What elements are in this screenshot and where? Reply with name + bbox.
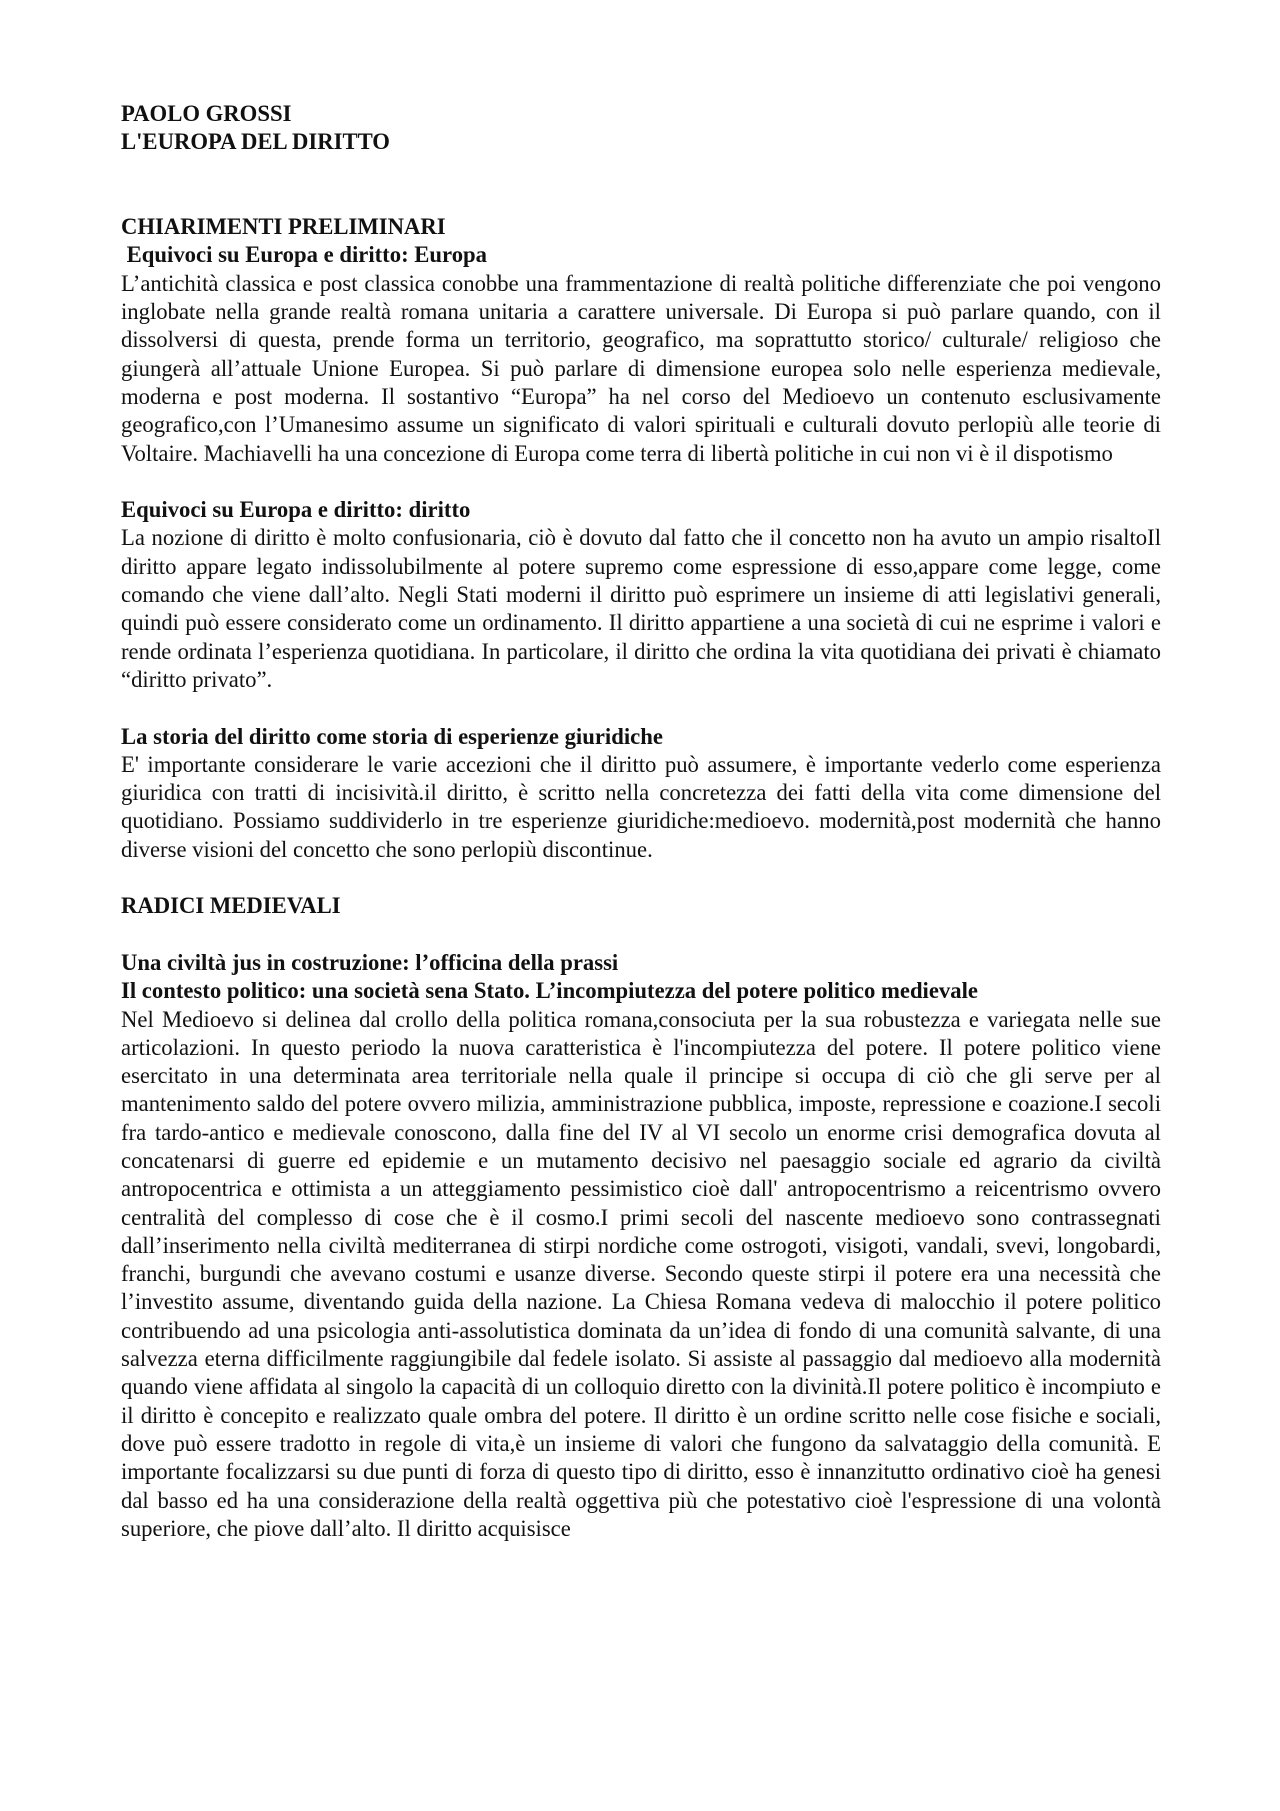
spacer bbox=[121, 157, 1161, 214]
subsection-title-storia: La storia del diritto come storia di esperienze giuridiche bbox=[121, 723, 663, 749]
subsection-title-diritto: Equivoci su Europa e diritto: diritto bbox=[121, 497, 471, 523]
document-page bbox=[121, 100, 1161, 1543]
subsection-title-civilta: Una civiltà jus in costruzione: l’officina della prassi bbox=[121, 949, 619, 975]
subsection-title-contesto: Il contesto politico: una società sena Stato. L’incompiutezza del potere politico medievale bbox=[121, 978, 978, 1004]
section-title-chiarimenti: CHIARIMENTI PRELIMINARI bbox=[121, 214, 446, 240]
subsection-title-europa: Equivoci su Europa e diritto: Europa bbox=[121, 242, 488, 268]
author-name: PAOLO GROSSI bbox=[121, 101, 292, 126]
paragraph-diritto: La nozione di diritto è molto confusionaria, ciò è dovuto dal fatto che il concetto non ha avuto un ampio risaltoIl diritto appare legato indissolubilmente al potere supremo come espressione di esso,appare come legge, come comando che viene dall’alto. Negli Stati moderni il diritto può esprimere un insieme di atti legislativi generali, quindi può essere considerato come un ordinamento. Il diritto appartiene a una società di cui ne esprime i valori e rende ordinata l’esperienza quotidiana. In particolare, il diritto che ordina la vita quotidiana dei privati è chiamato “diritto privato”. bbox=[121, 525, 1161, 692]
spacer bbox=[121, 468, 1161, 496]
paragraph-europa: L’antichità classica e post classica conobbe una frammentazione di realtà politiche differenziate che poi vengono inglobate nella grande realtà romana unitaria a carattere universale. Di Europa si può parlare quando, con il dissolversi di questa, prende forma un territorio, geografico, ma soprattutto storico/ culturale/ religioso che giungerà all’attuale Unione Europea. Si può parlare di dimensione europea solo nelle esperienza medievale, moderna e post moderna. Il sostantivo “Europa” ha nel corso del Medioevo un contenuto esclusivamente geografico,con l’Umanesimo assume un significato di valori spirituali e culturali dovuto perlopiù alle teorie di Voltaire. Machiavelli ha una concezione di Europa come terra di libertà politiche in cui non vi è il dispotismo bbox=[121, 270, 1161, 466]
document-title: L'EUROPA DEL DIRITTO bbox=[121, 129, 390, 155]
spacer bbox=[121, 694, 1161, 722]
spacer bbox=[121, 921, 1161, 949]
spacer bbox=[121, 864, 1161, 892]
paragraph-storia: E' importante considerare le varie accezioni che il diritto può assumere, è importante vederlo come esperienza giuridica con tratti di incisività.il diritto, è scritto nella concretezza dei fatti della vita come dimensione del quotidiano. Possiamo suddividerlo in tre esperienze giuridiche:medioevo. modernità,post modernità che hanno diverse visioni del concetto che sono perlopiù discontinue. bbox=[121, 751, 1161, 862]
paragraph-contesto: Nel Medioevo si delinea dal crollo della politica romana,consociuta per la sua robustezza e variegata nelle sue articolazioni. In questo periodo la nuova caratteristica è l'incompiutezza del potere. Il potere politico viene esercitato in una determinata area territoriale nella quale il principe si occupa di ciò che gli serve per al mantenimento saldo del potere ovvero milizia, amministrazione pubblica, imposte, repressione e coazione.I secoli fra tardo-antico e medievale conoscono, dalla fine del IV al VI secolo un enorme crisi demografica dovuta al concatenarsi di guerre ed epidemie e un mutamento decisivo nel paesaggio sociale ed agrario da civiltà antropocentrica e ottimista a un atteggiamento pessimistico cioè dall' antropocentrismo a reicentrismo ovvero centralità del complesso di cose che è il cosmo.I primi secoli del nascente medioevo sono contrassegnati dall’inserimento nella civiltà mediterranea di stirpi nordiche come ostrogoti, visigoti, vandali, svevi, longobardi, franchi, burgundi che avevano costumi e usanze diverse. Secondo queste stirpi il potere era una necessità che l’investito assume, diventando guida della nazione. La Chiesa Romana vedeva di malocchio il potere politico contribuendo ad una psicologia anti-assolutistica dominata da un’idea di fondo di una comunità salvante, di una salvezza eterna difficilmente raggiungibile dal fedele isolato. Si assiste al passaggio dal medioevo alla modernità quando viene affidata al singolo la capacità di un colloquio diretto con la divinità.Il potere politico è incompiuto e il diritto è concepito e realizzato quale ombra del potere. Il diritto è un ordine scritto nelle cose fisiche e sociali, dove può essere tradotto in regole di vita,è un insieme di valori che fungono da salvataggio della comunità. E importante focalizzarsi su due punti di forza di questo tipo di diritto, esso è innanzitutto ordinativo cioè ha genesi dal basso ed ha una considerazione della realtà oggettiva più che potestativo cioè l'espressione di una volontà superiore, che piove dall’alto. Il diritto acquisisce bbox=[121, 1006, 1161, 1541]
section-title-radici: RADICI MEDIEVALI bbox=[121, 893, 341, 919]
